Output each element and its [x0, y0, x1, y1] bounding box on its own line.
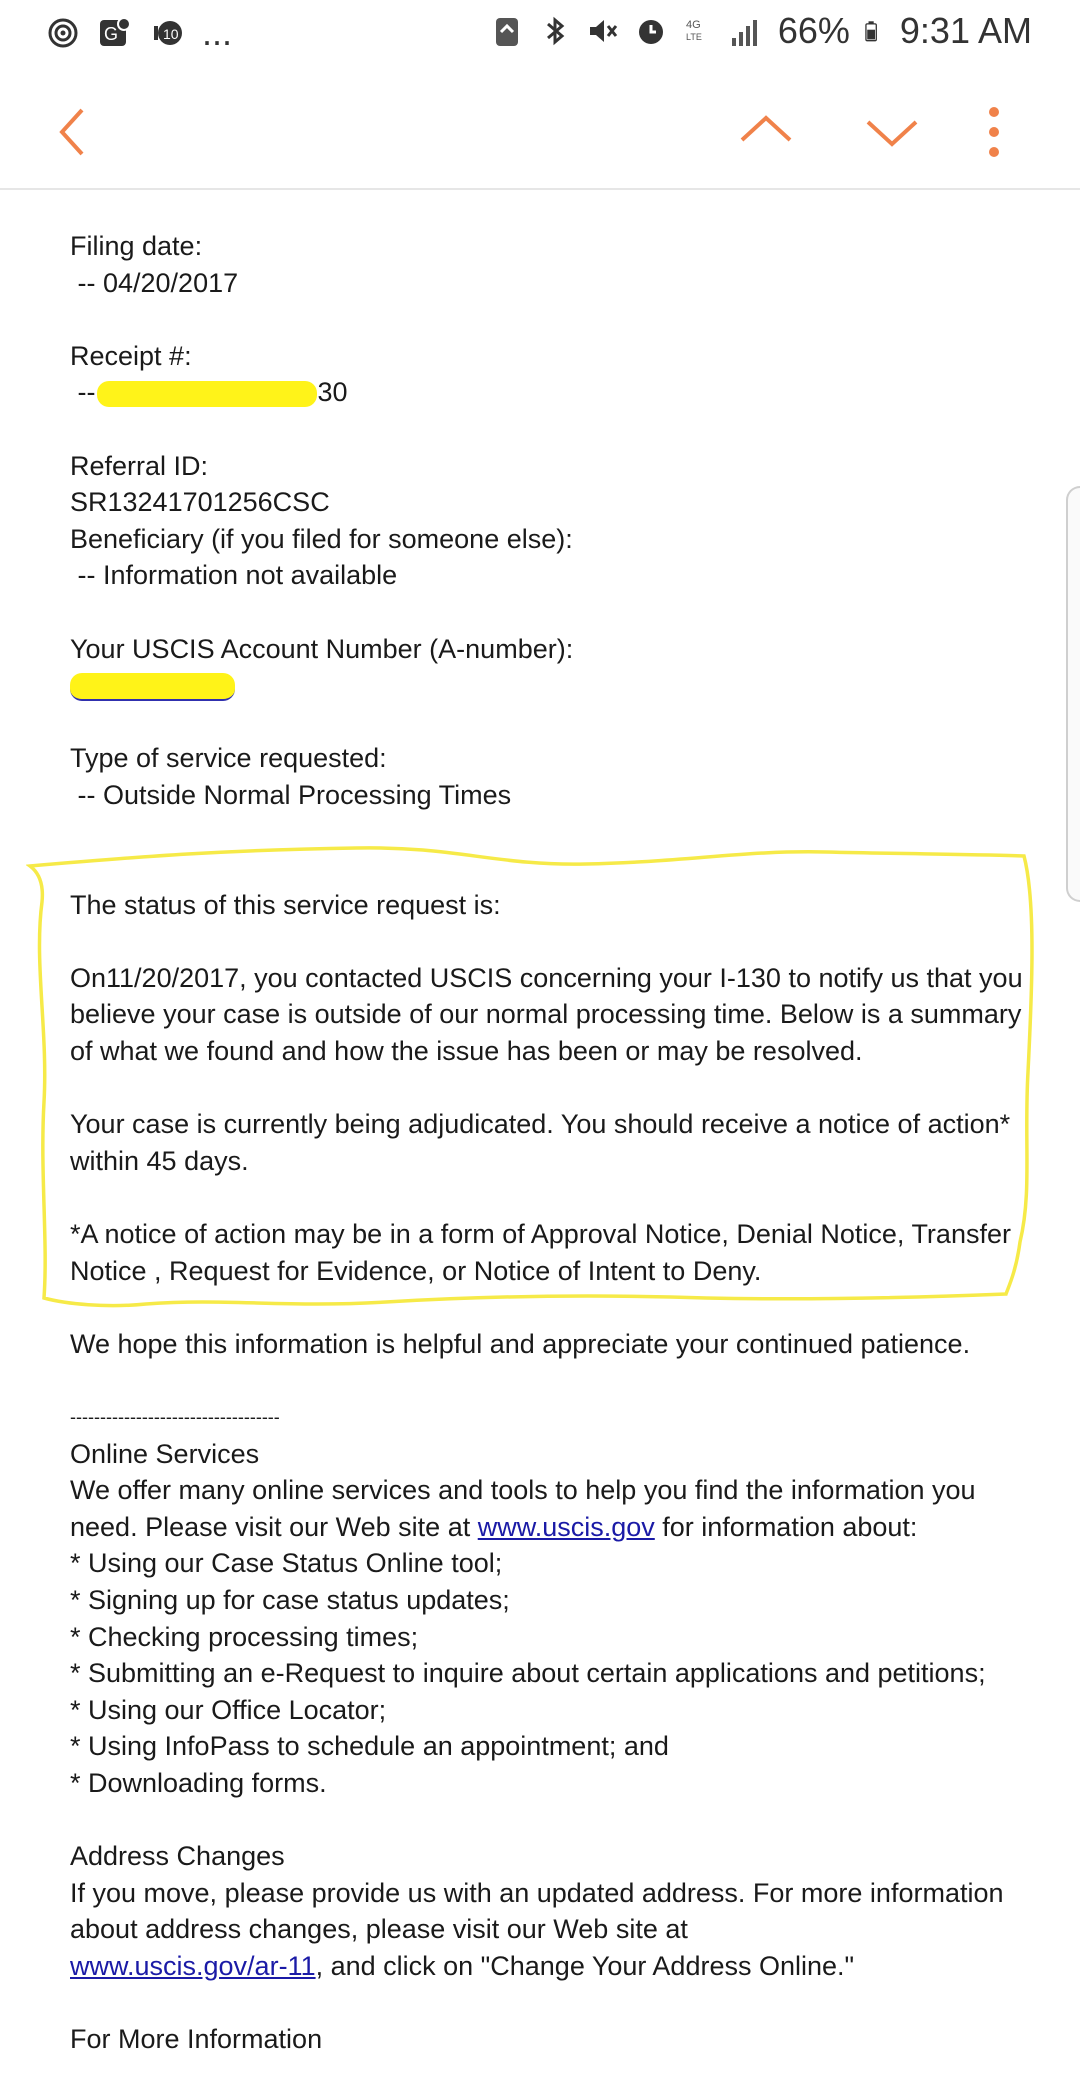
alarm-icon	[634, 14, 668, 48]
service-type-label: Type of service requested:	[70, 743, 387, 774]
hotspot-icon	[46, 16, 80, 50]
address-changes-text-end: , and click on "Change Your Address Online."	[315, 1950, 855, 1981]
filing-date-value: -- 04/20/2017	[70, 267, 239, 298]
ar11-link[interactable]: www.uscis.gov/ar-11	[70, 1950, 316, 1981]
receipt-prefix: --	[70, 377, 96, 408]
online-item: * Signing up for case status updates;	[70, 1584, 510, 1615]
online-item: * Checking processing times;	[70, 1621, 419, 1652]
clock: 9:31 AM	[899, 10, 1032, 51]
status-bar-left	[46, 12, 232, 54]
signal-icon	[730, 14, 764, 48]
online-item: * Using our Office Locator;	[70, 1694, 387, 1725]
referral-id-label: Referral ID:	[70, 450, 209, 481]
back-icon[interactable]	[44, 102, 104, 162]
status-bar	[0, 0, 1080, 66]
status-intro: The status of this service request is:	[70, 889, 501, 920]
online-item: * Submitting an e-Request to inquire about certain applications and petitions;	[70, 1658, 986, 1689]
service-type-value: -- Outside Normal Processing Times	[70, 779, 512, 810]
battery-percentage: 66%	[777, 10, 850, 51]
referral-id-value: SR13241701256CSC	[70, 487, 330, 518]
bluetooth-icon	[538, 14, 572, 48]
online-item: * Using our Case Status Online tool;	[70, 1548, 503, 1579]
scroll-handle[interactable]	[1066, 486, 1080, 902]
receipt-value	[70, 374, 1030, 411]
redaction-mark	[97, 381, 317, 407]
mute-icon	[586, 14, 620, 48]
online-services-title: Online Services	[70, 1438, 260, 1469]
status-paragraph-2: Your case is currently being adjudicated. You should receive a notice of action* within 45 days.	[70, 1109, 1011, 1176]
online-services-paragraph	[70, 1472, 1030, 1545]
receipt-label: Receipt #:	[70, 340, 192, 371]
network-icon	[682, 14, 716, 48]
status-paragraph-3: *A notice of action may be in a form of Approval Notice, Denial Notice, Transfer Notice , Request for Evidence, or Notice of Intent to Deny.	[70, 1219, 1011, 1286]
online-services-text-end: for information about:	[654, 1511, 918, 1542]
email-toolbar	[0, 66, 1080, 190]
status-bar-right	[490, 10, 1032, 52]
filing-date-label: Filing date:	[70, 231, 203, 261]
email-body	[70, 228, 1030, 2058]
divider: -----------------------------------	[70, 1407, 280, 1427]
svg-text:4G: 4G	[685, 19, 701, 31]
online-services-text: We offer many online services and tools to help you find the information you need. Please visit our Web site at	[70, 1475, 976, 1542]
address-changes-text: If you move, please provide us with an updated address. For more information about address changes, please visit our Web site at	[70, 1877, 1004, 1945]
previous-icon[interactable]	[736, 102, 796, 162]
svg-text:10: 10	[163, 26, 179, 42]
online-item: * Downloading forms.	[70, 1767, 327, 1798]
beneficiary-value: -- Information not available	[70, 560, 398, 591]
beneficiary-label: Beneficiary (if you filed for someone else):	[70, 523, 573, 554]
more-notifications: ...	[202, 12, 233, 53]
closing-line: We hope this information is helpful and appreciate your continued patience.	[70, 1328, 971, 1359]
online-item: * Using InfoPass to schedule an appointment; and	[70, 1731, 669, 1762]
location-icon	[98, 16, 132, 50]
more-icon[interactable]	[964, 102, 1024, 162]
a-number-label: Your USCIS Account Number (A-number):	[70, 633, 574, 664]
address-changes-title: Address Changes	[70, 1841, 285, 1872]
receipt-suffix: 30	[317, 377, 348, 408]
svg-text:LTE: LTE	[685, 32, 702, 42]
more-info-title: For More Information	[70, 2024, 323, 2055]
uscis-link[interactable]: www.uscis.gov	[477, 1511, 655, 1542]
recycle-icon	[490, 14, 524, 48]
svg-text:G: G	[104, 24, 119, 44]
next-icon[interactable]	[862, 102, 922, 162]
battery-icon	[864, 14, 886, 48]
address-changes-paragraph	[70, 1875, 1030, 1985]
redaction-mark	[70, 673, 235, 701]
a-number-value	[70, 667, 1030, 704]
status-paragraph-1: On11/20/2017, you contacted USCIS concerning your I-130 to notify us that you believe your case is outside of our normal processing time. Below is a summary of what we found and how the issue has been or may be resolved.	[70, 962, 1023, 1067]
app-icon	[150, 16, 184, 50]
